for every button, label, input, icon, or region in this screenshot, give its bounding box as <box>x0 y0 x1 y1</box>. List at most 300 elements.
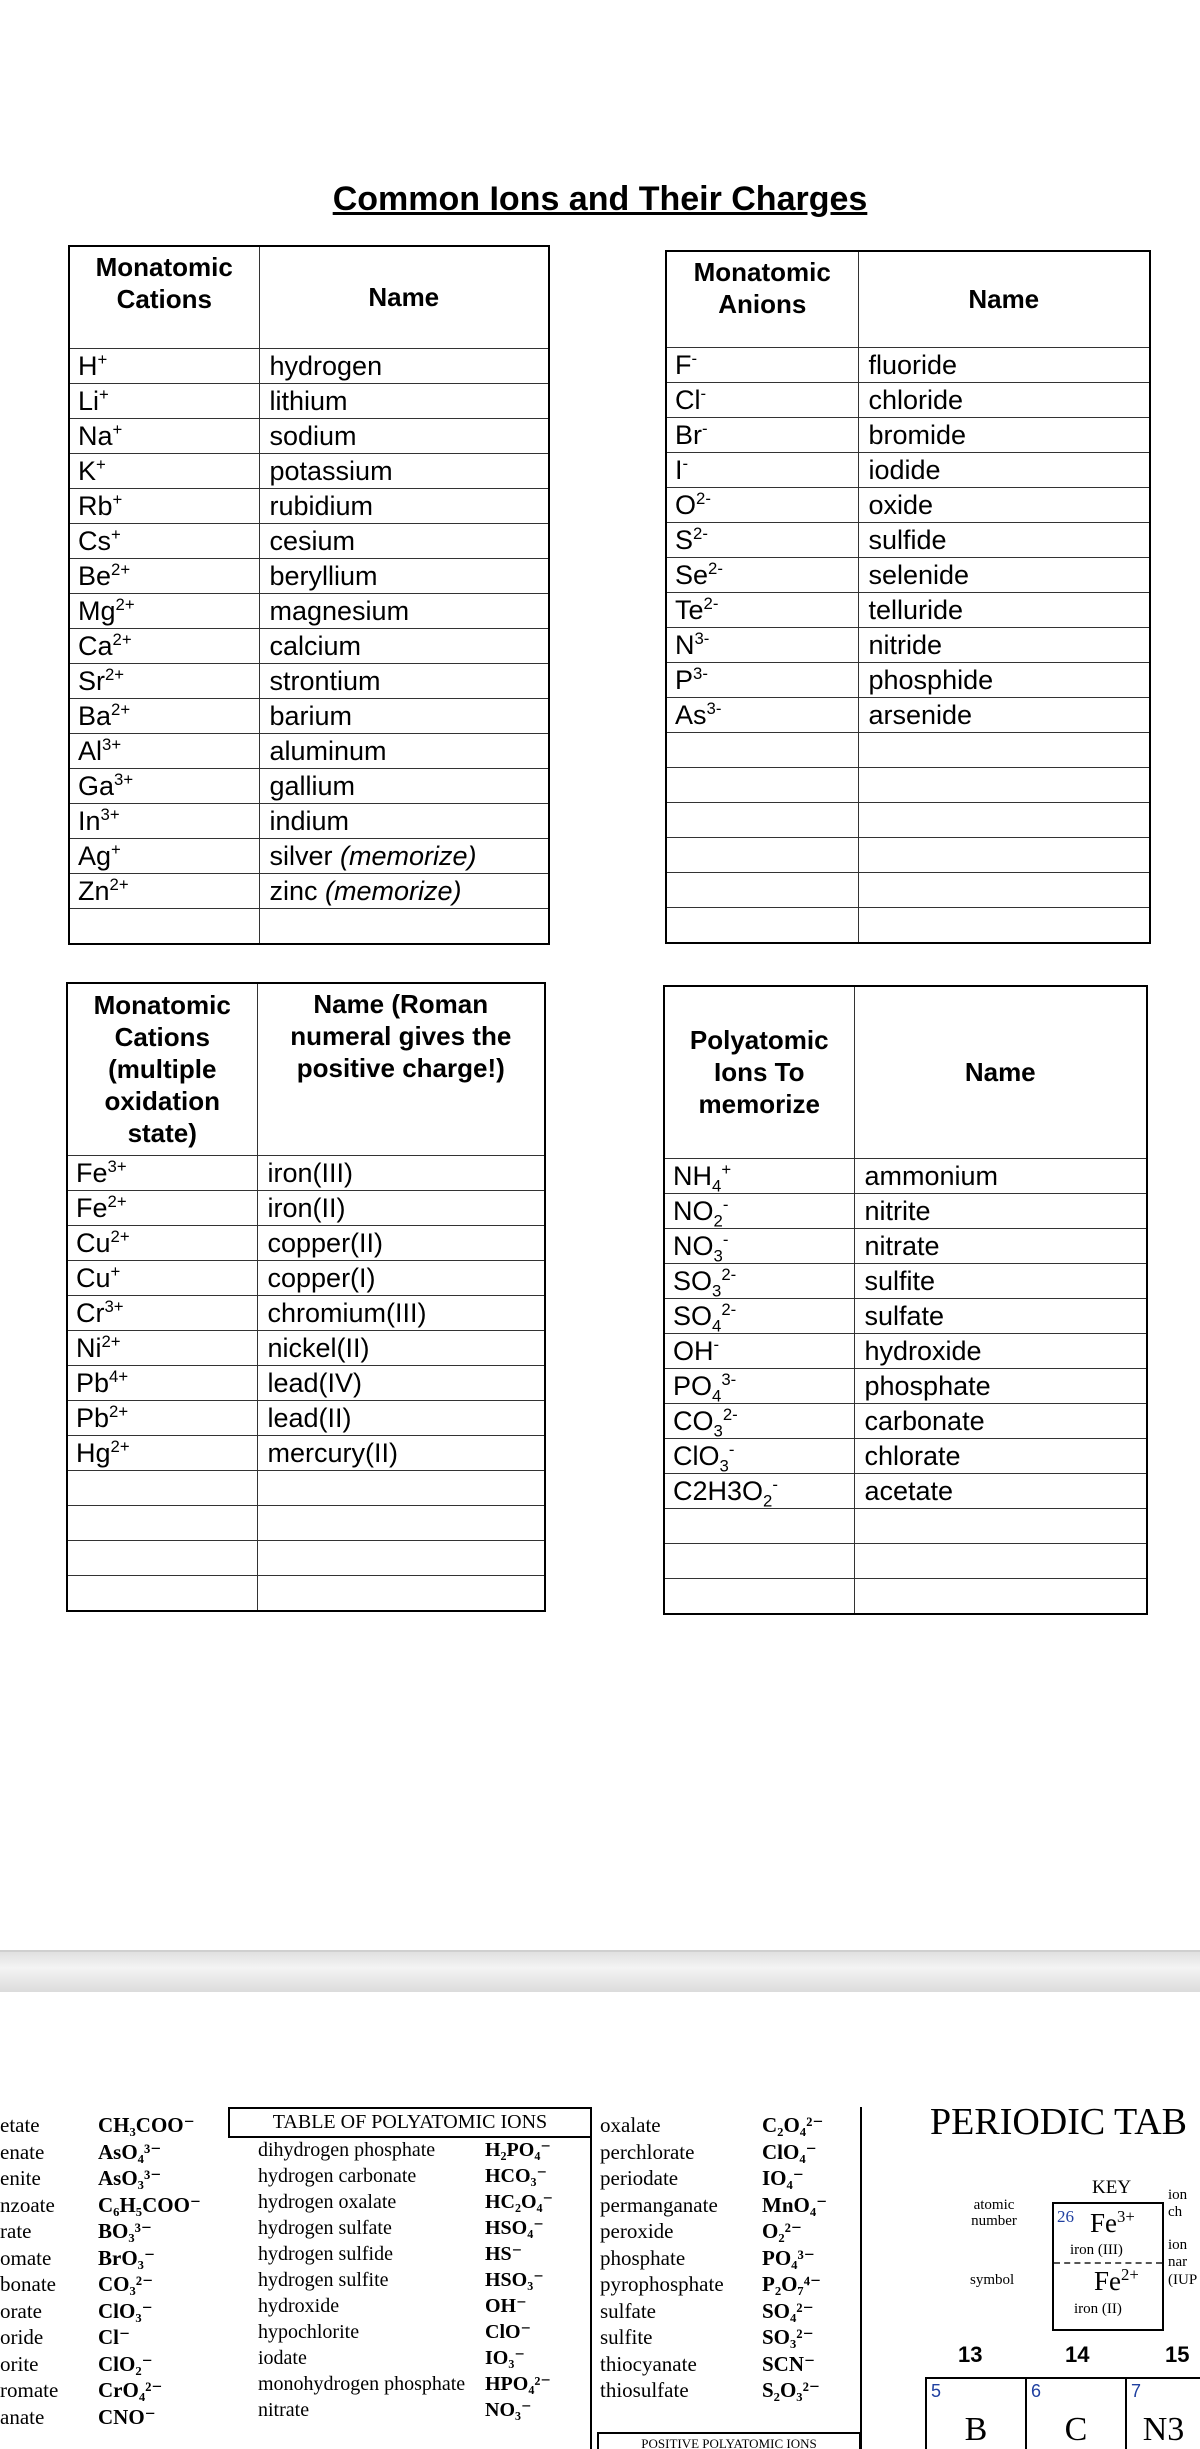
list-item: PO₄³⁻ <box>762 2245 815 2270</box>
ion-name: copper(I) <box>257 1260 545 1295</box>
ion-symbol: Br- <box>666 417 858 452</box>
list-item: CO₃²⁻ <box>98 2272 154 2296</box>
ion-symbol: Rb+ <box>69 488 259 523</box>
ion-name <box>858 802 1150 837</box>
table-row <box>666 417 1150 452</box>
key-symbol-2: $Fe^{2+}$ <box>1094 2265 1139 2296</box>
ion-name: strontium <box>259 663 549 698</box>
table-row <box>666 347 1150 382</box>
table-row <box>664 1228 1147 1263</box>
list-item: H₂PO₄⁻ <box>485 2139 551 2161</box>
list-item: HS⁻ <box>485 2243 523 2265</box>
ion-name: lithium <box>259 383 549 418</box>
table-row <box>67 1575 545 1611</box>
ion-name <box>854 1508 1147 1543</box>
ion-symbol: $NO_3^-$ <box>664 1228 854 1263</box>
header-cell: Monatomic Cations <box>69 246 259 348</box>
list-item: SCN⁻ <box>762 2351 816 2376</box>
table-row <box>69 803 549 838</box>
group-number: 13 <box>958 2342 983 2367</box>
table-row <box>69 768 549 803</box>
list-item: C₆H₅COO⁻ <box>98 2192 202 2217</box>
ion-name <box>858 872 1150 907</box>
list-item: hypochlorite <box>258 2321 360 2343</box>
page-divider <box>0 1950 1200 1994</box>
ion-name <box>858 767 1150 802</box>
header-cell: Name <box>854 986 1147 1158</box>
key-atomic-number: 26 <box>1057 2207 1074 2226</box>
ion-symbol <box>664 1508 854 1543</box>
list-item: Cl⁻ <box>98 2325 131 2349</box>
table-row <box>664 1473 1147 1508</box>
list-item: orite <box>0 2351 39 2376</box>
ion-symbol: F- <box>666 347 858 382</box>
ion-name <box>854 1543 1147 1578</box>
ion-symbol <box>67 1470 257 1505</box>
list-item: phosphate <box>600 2245 686 2270</box>
table-row <box>664 1368 1147 1403</box>
table-row <box>666 557 1150 592</box>
table-row <box>666 382 1150 417</box>
polyatomic-table-header: TABLE OF POLYATOMIC IONS <box>228 2107 592 2138</box>
ion-symbol: $Cr^{3+}$ <box>67 1295 257 1330</box>
atomic-number-label: atomic number <box>971 2197 1017 2229</box>
ion-name: silver (memorize) <box>259 838 549 873</box>
ion-name <box>858 837 1150 872</box>
key-label: KEY <box>1092 2177 1132 2198</box>
table-row <box>69 908 549 944</box>
ion-name: chloride <box>858 382 1150 417</box>
ion-name <box>257 1505 545 1540</box>
ion-symbol <box>67 1540 257 1575</box>
ion-symbol: ClO$_3$- <box>664 1438 854 1473</box>
ion-name: lead(IV) <box>257 1365 545 1400</box>
list-item: HCO₃⁻ <box>485 2165 548 2187</box>
table-row <box>69 348 549 383</box>
header-cell: Monatomic Anions <box>666 251 858 347</box>
element-atomic-number: 7 <box>1131 2381 1142 2401</box>
list-item: monohydrogen phosphate <box>258 2373 466 2395</box>
table-row <box>664 1403 1147 1438</box>
ion-name-label: ion nar <box>1168 2237 1188 2270</box>
group-number: 14 <box>1065 2342 1090 2367</box>
key-name-1: iron (III) <box>1070 2242 1123 2258</box>
polyatomic-ions-table <box>663 985 1148 1615</box>
ion-symbol: $Ba^{2+}$ <box>69 698 259 733</box>
ion-name: iodide <box>858 452 1150 487</box>
list-item: O₂²⁻ <box>762 2219 803 2243</box>
ion-symbol: $N^{3-}$ <box>666 627 858 662</box>
list-item: hydrogen sulfate <box>258 2217 392 2239</box>
list-item: hydrogen sulfide <box>258 2243 393 2265</box>
list-item: SO₃²⁻ <box>762 2325 814 2349</box>
ion-name: aluminum <box>259 733 549 768</box>
element-atomic-number: 5 <box>931 2381 942 2401</box>
list-item: OH⁻ <box>485 2295 527 2317</box>
table-row <box>666 697 1150 732</box>
element-symbol: N3 <box>1142 2411 1185 2448</box>
table-row <box>664 1193 1147 1228</box>
ion-name: phosphide <box>858 662 1150 697</box>
ion-symbol: $Mg^{2+}$ <box>69 593 259 628</box>
list-item: anate <box>0 2404 45 2429</box>
ref-col3-names <box>600 2112 724 2404</box>
ion-symbol: $Cu^{2+}$ <box>67 1225 257 1260</box>
table-row <box>666 452 1150 487</box>
ion-symbol: $Be^{2+}$ <box>69 558 259 593</box>
list-item: BrO₃⁻ <box>98 2245 156 2270</box>
ion-name <box>259 908 549 944</box>
ion-symbol: Li+ <box>69 383 259 418</box>
list-item: SO₄²⁻ <box>762 2298 814 2323</box>
list-item: sulfite <box>600 2325 653 2349</box>
key-dash-line <box>1054 2262 1162 2264</box>
table-row <box>666 872 1150 907</box>
ion-symbol: $Fe^{3+}$ <box>67 1155 257 1190</box>
ion-name <box>257 1575 545 1611</box>
list-item: P₂O₇⁴⁻ <box>762 2272 822 2296</box>
list-item: orate <box>0 2298 42 2323</box>
ion-charge-label: ion ch <box>1168 2187 1188 2220</box>
ion-name: chlorate <box>854 1438 1147 1473</box>
table-row <box>666 627 1150 662</box>
list-item: bonate <box>0 2272 56 2296</box>
header-cell: Monatomic Cations (multiple oxidation state) <box>67 983 257 1155</box>
ion-symbol <box>666 907 858 943</box>
table-row <box>69 838 549 873</box>
reference-sheet-strip <box>0 1992 1200 2449</box>
table-row <box>664 1333 1147 1368</box>
table-row <box>67 1540 545 1575</box>
list-item: CH₃COO⁻ <box>98 2113 195 2137</box>
ref-col2-formulas <box>485 2137 553 2423</box>
ion-name: nitrate <box>854 1228 1147 1263</box>
ion-symbol: K+ <box>69 453 259 488</box>
ion-name: gallium <box>259 768 549 803</box>
ion-symbol <box>67 1505 257 1540</box>
list-item: permanganate <box>600 2192 718 2217</box>
list-item: dihydrogen phosphate <box>258 2139 436 2161</box>
ion-symbol <box>666 837 858 872</box>
key-name-2: iron (II) <box>1074 2301 1122 2317</box>
table-row <box>67 1295 545 1330</box>
table-row <box>664 1578 1147 1614</box>
list-item: hydrogen oxalate <box>258 2191 397 2213</box>
table-row <box>666 837 1150 872</box>
list-item: etate <box>0 2113 40 2137</box>
ion-name: sulfate <box>854 1298 1147 1333</box>
ion-name: calcium <box>259 628 549 663</box>
list-item: CrO₄²⁻ <box>98 2378 163 2402</box>
ion-symbol: $NH_4^+$ <box>664 1158 854 1193</box>
table-row <box>666 662 1150 697</box>
ion-symbol <box>666 802 858 837</box>
ref-col1-formulas <box>98 2112 201 2430</box>
ion-name: carbonate <box>854 1403 1147 1438</box>
table-row <box>69 698 549 733</box>
list-item: hydrogen sulfite <box>258 2269 389 2291</box>
ion-name: phosphate <box>854 1368 1147 1403</box>
ion-symbol: $Fe^{2+}$ <box>67 1190 257 1225</box>
ion-symbol: $As^{3-}$ <box>666 697 858 732</box>
list-item: romate <box>0 2378 59 2402</box>
positive-ions-box: POSITIVE POLYATOMIC IONS <box>597 2432 861 2449</box>
table-row <box>69 523 549 558</box>
list-item: BO₃³⁻ <box>98 2219 153 2243</box>
element-symbol: C <box>1064 2411 1088 2448</box>
table-row <box>664 1263 1147 1298</box>
ion-symbol: $O^{2-}$ <box>666 487 858 522</box>
ion-symbol: $Ga^{3+}$ <box>69 768 259 803</box>
ion-symbol: Cs+ <box>69 523 259 558</box>
ion-symbol <box>666 767 858 802</box>
ion-symbol: $In^{3+}$ <box>69 803 259 838</box>
ion-name: oxide <box>858 487 1150 522</box>
ion-name: acetate <box>854 1473 1147 1508</box>
ion-symbol: Ag+ <box>69 838 259 873</box>
ion-name <box>858 907 1150 943</box>
list-item: periodate <box>600 2166 679 2190</box>
ion-name: sodium <box>259 418 549 453</box>
ion-name: magnesium <box>259 593 549 628</box>
ion-name: zinc (memorize) <box>259 873 549 908</box>
page-title: Common Ions and Their Charges <box>332 180 868 218</box>
list-item: thiosulfate <box>600 2378 689 2402</box>
list-item: oxalate <box>600 2113 661 2137</box>
list-item: CNO⁻ <box>98 2404 156 2429</box>
symbol-label: symbol <box>970 2272 1015 2288</box>
ion-name: arsenide <box>858 697 1150 732</box>
header-cell: Polyatomic Ions To memorize <box>664 986 854 1158</box>
ion-symbol: $S^{2-}$ <box>666 522 858 557</box>
ion-symbol: Cl- <box>666 382 858 417</box>
ion-name: hydrogen <box>259 348 549 383</box>
ion-symbol: $SO_3^{2-}$ <box>664 1263 854 1298</box>
ion-symbol: $CO_3^{2-}$ <box>664 1403 854 1438</box>
monatomic-anions-table <box>665 250 1151 944</box>
table-row <box>664 1543 1147 1578</box>
table-row <box>67 1155 545 1190</box>
ion-name: nitride <box>858 627 1150 662</box>
ref-col1-names <box>0 2112 58 2430</box>
list-item: sulfate <box>600 2298 656 2323</box>
ion-name: indium <box>259 803 549 838</box>
table-row <box>69 873 549 908</box>
ion-name: lead(II) <box>257 1400 545 1435</box>
ion-symbol <box>664 1543 854 1578</box>
ion-symbol: $NO_2^-$ <box>664 1193 854 1228</box>
list-item: nzoate <box>0 2192 55 2217</box>
header-cell: Name (Roman numeral gives the positive charge!) <box>257 983 545 1155</box>
ion-symbol: $Zn^{2+}$ <box>69 873 259 908</box>
ion-symbol: Cu+ <box>67 1260 257 1295</box>
list-item: oride <box>0 2325 44 2349</box>
element-atomic-number: 6 <box>1031 2381 1042 2401</box>
list-item: ClO₄⁻ <box>762 2139 817 2164</box>
ion-symbol: OH- <box>664 1333 854 1368</box>
ion-symbol <box>69 908 259 944</box>
ion-symbol: $Sr^{2+}$ <box>69 663 259 698</box>
list-item: S₂O₃²⁻ <box>762 2378 820 2402</box>
ref-col2-names <box>258 2137 465 2423</box>
list-item: thiocyanate <box>600 2351 697 2376</box>
list-item: ClO₂⁻ <box>98 2351 153 2376</box>
ion-symbol: $Pb^{4+}$ <box>67 1365 257 1400</box>
ion-name: barium <box>259 698 549 733</box>
table-row <box>666 522 1150 557</box>
list-item: peroxide <box>600 2219 674 2243</box>
ion-name: bromide <box>858 417 1150 452</box>
ion-name: mercury(II) <box>257 1435 545 1470</box>
list-item: enite <box>0 2166 41 2190</box>
table-row <box>664 1158 1147 1193</box>
list-item: NO₃⁻ <box>485 2399 532 2421</box>
table-row <box>69 663 549 698</box>
ion-symbol: $P^{3-}$ <box>666 662 858 697</box>
table-row <box>666 487 1150 522</box>
ion-name: sulfide <box>858 522 1150 557</box>
ion-name: copper(II) <box>257 1225 545 1260</box>
memorize-note: (memorize) <box>325 875 462 906</box>
table-row <box>67 1260 545 1295</box>
table-row <box>67 1505 545 1540</box>
ion-symbol: $Pb^{2+}$ <box>67 1400 257 1435</box>
element-cell-nitrogen <box>1125 2377 1200 2449</box>
table-row <box>666 767 1150 802</box>
list-item: pyrophosphate <box>600 2272 724 2296</box>
periodic-key-box <box>1052 2202 1164 2331</box>
table-row <box>69 593 549 628</box>
list-item: omate <box>0 2245 52 2270</box>
ion-name: iron(II) <box>257 1190 545 1225</box>
ion-name: cesium <box>259 523 549 558</box>
table-row <box>69 453 549 488</box>
ion-symbol: $Hg^{2+}$ <box>67 1435 257 1470</box>
list-item: nitrate <box>258 2399 310 2421</box>
element-cell-carbon <box>1025 2377 1127 2449</box>
ion-symbol: $Te^{2-}$ <box>666 592 858 627</box>
table-row <box>69 558 549 593</box>
table-row <box>666 592 1150 627</box>
ion-symbol <box>664 1578 854 1614</box>
list-item: enate <box>0 2139 45 2164</box>
table-row <box>67 1330 545 1365</box>
element-cell-boron <box>925 2377 1027 2449</box>
ion-name: fluoride <box>858 347 1150 382</box>
table-row <box>67 1190 545 1225</box>
column-divider <box>590 2107 592 2449</box>
table-row <box>67 1400 545 1435</box>
key-symbol-1: $Fe^{3+}$ <box>1090 2207 1135 2238</box>
ion-name: nickel(II) <box>257 1330 545 1365</box>
ion-symbol: $Ni^{2+}$ <box>67 1330 257 1365</box>
ion-symbol: $Ca^{2+}$ <box>69 628 259 663</box>
periodic-table-title: PERIODIC TAB <box>930 2101 1188 2143</box>
ion-symbol <box>666 872 858 907</box>
ion-name <box>854 1578 1147 1614</box>
table-row <box>666 907 1150 943</box>
ref-col3-formulas <box>762 2112 827 2404</box>
ion-name: telluride <box>858 592 1150 627</box>
list-item: IO₄⁻ <box>762 2166 804 2190</box>
table-row <box>69 733 549 768</box>
table-row <box>69 418 549 453</box>
table-row <box>666 802 1150 837</box>
table-row <box>664 1298 1147 1333</box>
list-item: HSO₃⁻ <box>485 2269 544 2291</box>
ion-symbol: $SO_4^{2-}$ <box>664 1298 854 1333</box>
ion-name: beryllium <box>259 558 549 593</box>
ion-symbol: $Al^{3+}$ <box>69 733 259 768</box>
list-item: C₂O₄²⁻ <box>762 2113 824 2137</box>
list-item: iodate <box>258 2347 307 2369</box>
table-row <box>664 1438 1147 1473</box>
list-item: hydrogen carbonate <box>258 2165 417 2187</box>
ion-symbol: I- <box>666 452 858 487</box>
list-item: HSO₄⁻ <box>485 2217 544 2239</box>
list-item: AsO₄³⁻ <box>98 2139 162 2164</box>
table-row <box>666 732 1150 767</box>
column-divider <box>860 2107 862 2449</box>
ion-symbol <box>666 732 858 767</box>
ion-name: nitrite <box>854 1193 1147 1228</box>
table-row <box>67 1225 545 1260</box>
table-row <box>69 628 549 663</box>
ion-name: selenide <box>858 557 1150 592</box>
list-item: rate <box>0 2219 32 2243</box>
group-number: 15 <box>1165 2342 1190 2367</box>
table-row <box>69 488 549 523</box>
table-row <box>67 1365 545 1400</box>
multiple-oxidation-cations-table <box>66 982 546 1612</box>
list-item: HC₂O₄⁻ <box>485 2191 554 2213</box>
list-item: IO₃⁻ <box>485 2347 525 2369</box>
header-cell: Name <box>259 246 549 348</box>
list-item: ClO⁻ <box>485 2321 532 2343</box>
ion-symbol <box>67 1575 257 1611</box>
list-item: ClO₃⁻ <box>98 2298 153 2323</box>
memorize-note: (memorize) <box>340 840 477 871</box>
table-row <box>67 1435 545 1470</box>
list-item: AsO₃³⁻ <box>98 2166 162 2190</box>
table-row <box>664 1508 1147 1543</box>
ion-symbol: $Se^{2-}$ <box>666 557 858 592</box>
element-symbol: B <box>964 2411 988 2448</box>
table-row <box>67 1470 545 1505</box>
list-item: HPO₄²⁻ <box>485 2373 551 2395</box>
list-item: perchlorate <box>600 2139 695 2164</box>
ion-name: rubidium <box>259 488 549 523</box>
ion-symbol: H+ <box>69 348 259 383</box>
ion-name: ammonium <box>854 1158 1147 1193</box>
monatomic-cations-table <box>68 245 550 945</box>
ion-name: sulfite <box>854 1263 1147 1298</box>
ion-name <box>257 1540 545 1575</box>
ion-symbol: $C2H3O_2^-$ <box>664 1473 854 1508</box>
ion-name: chromium(III) <box>257 1295 545 1330</box>
ion-name: potassium <box>259 453 549 488</box>
ion-name <box>257 1470 545 1505</box>
list-item: hydroxide <box>258 2295 340 2317</box>
table-row <box>69 383 549 418</box>
list-item: MnO₄⁻ <box>762 2192 828 2217</box>
ion-name: iron(III) <box>257 1155 545 1190</box>
ion-symbol: $PO_4^{3-}$ <box>664 1368 854 1403</box>
ion-name: hydroxide <box>854 1333 1147 1368</box>
header-cell: Name <box>858 251 1150 347</box>
ion-name <box>858 732 1150 767</box>
ion-symbol: Na+ <box>69 418 259 453</box>
